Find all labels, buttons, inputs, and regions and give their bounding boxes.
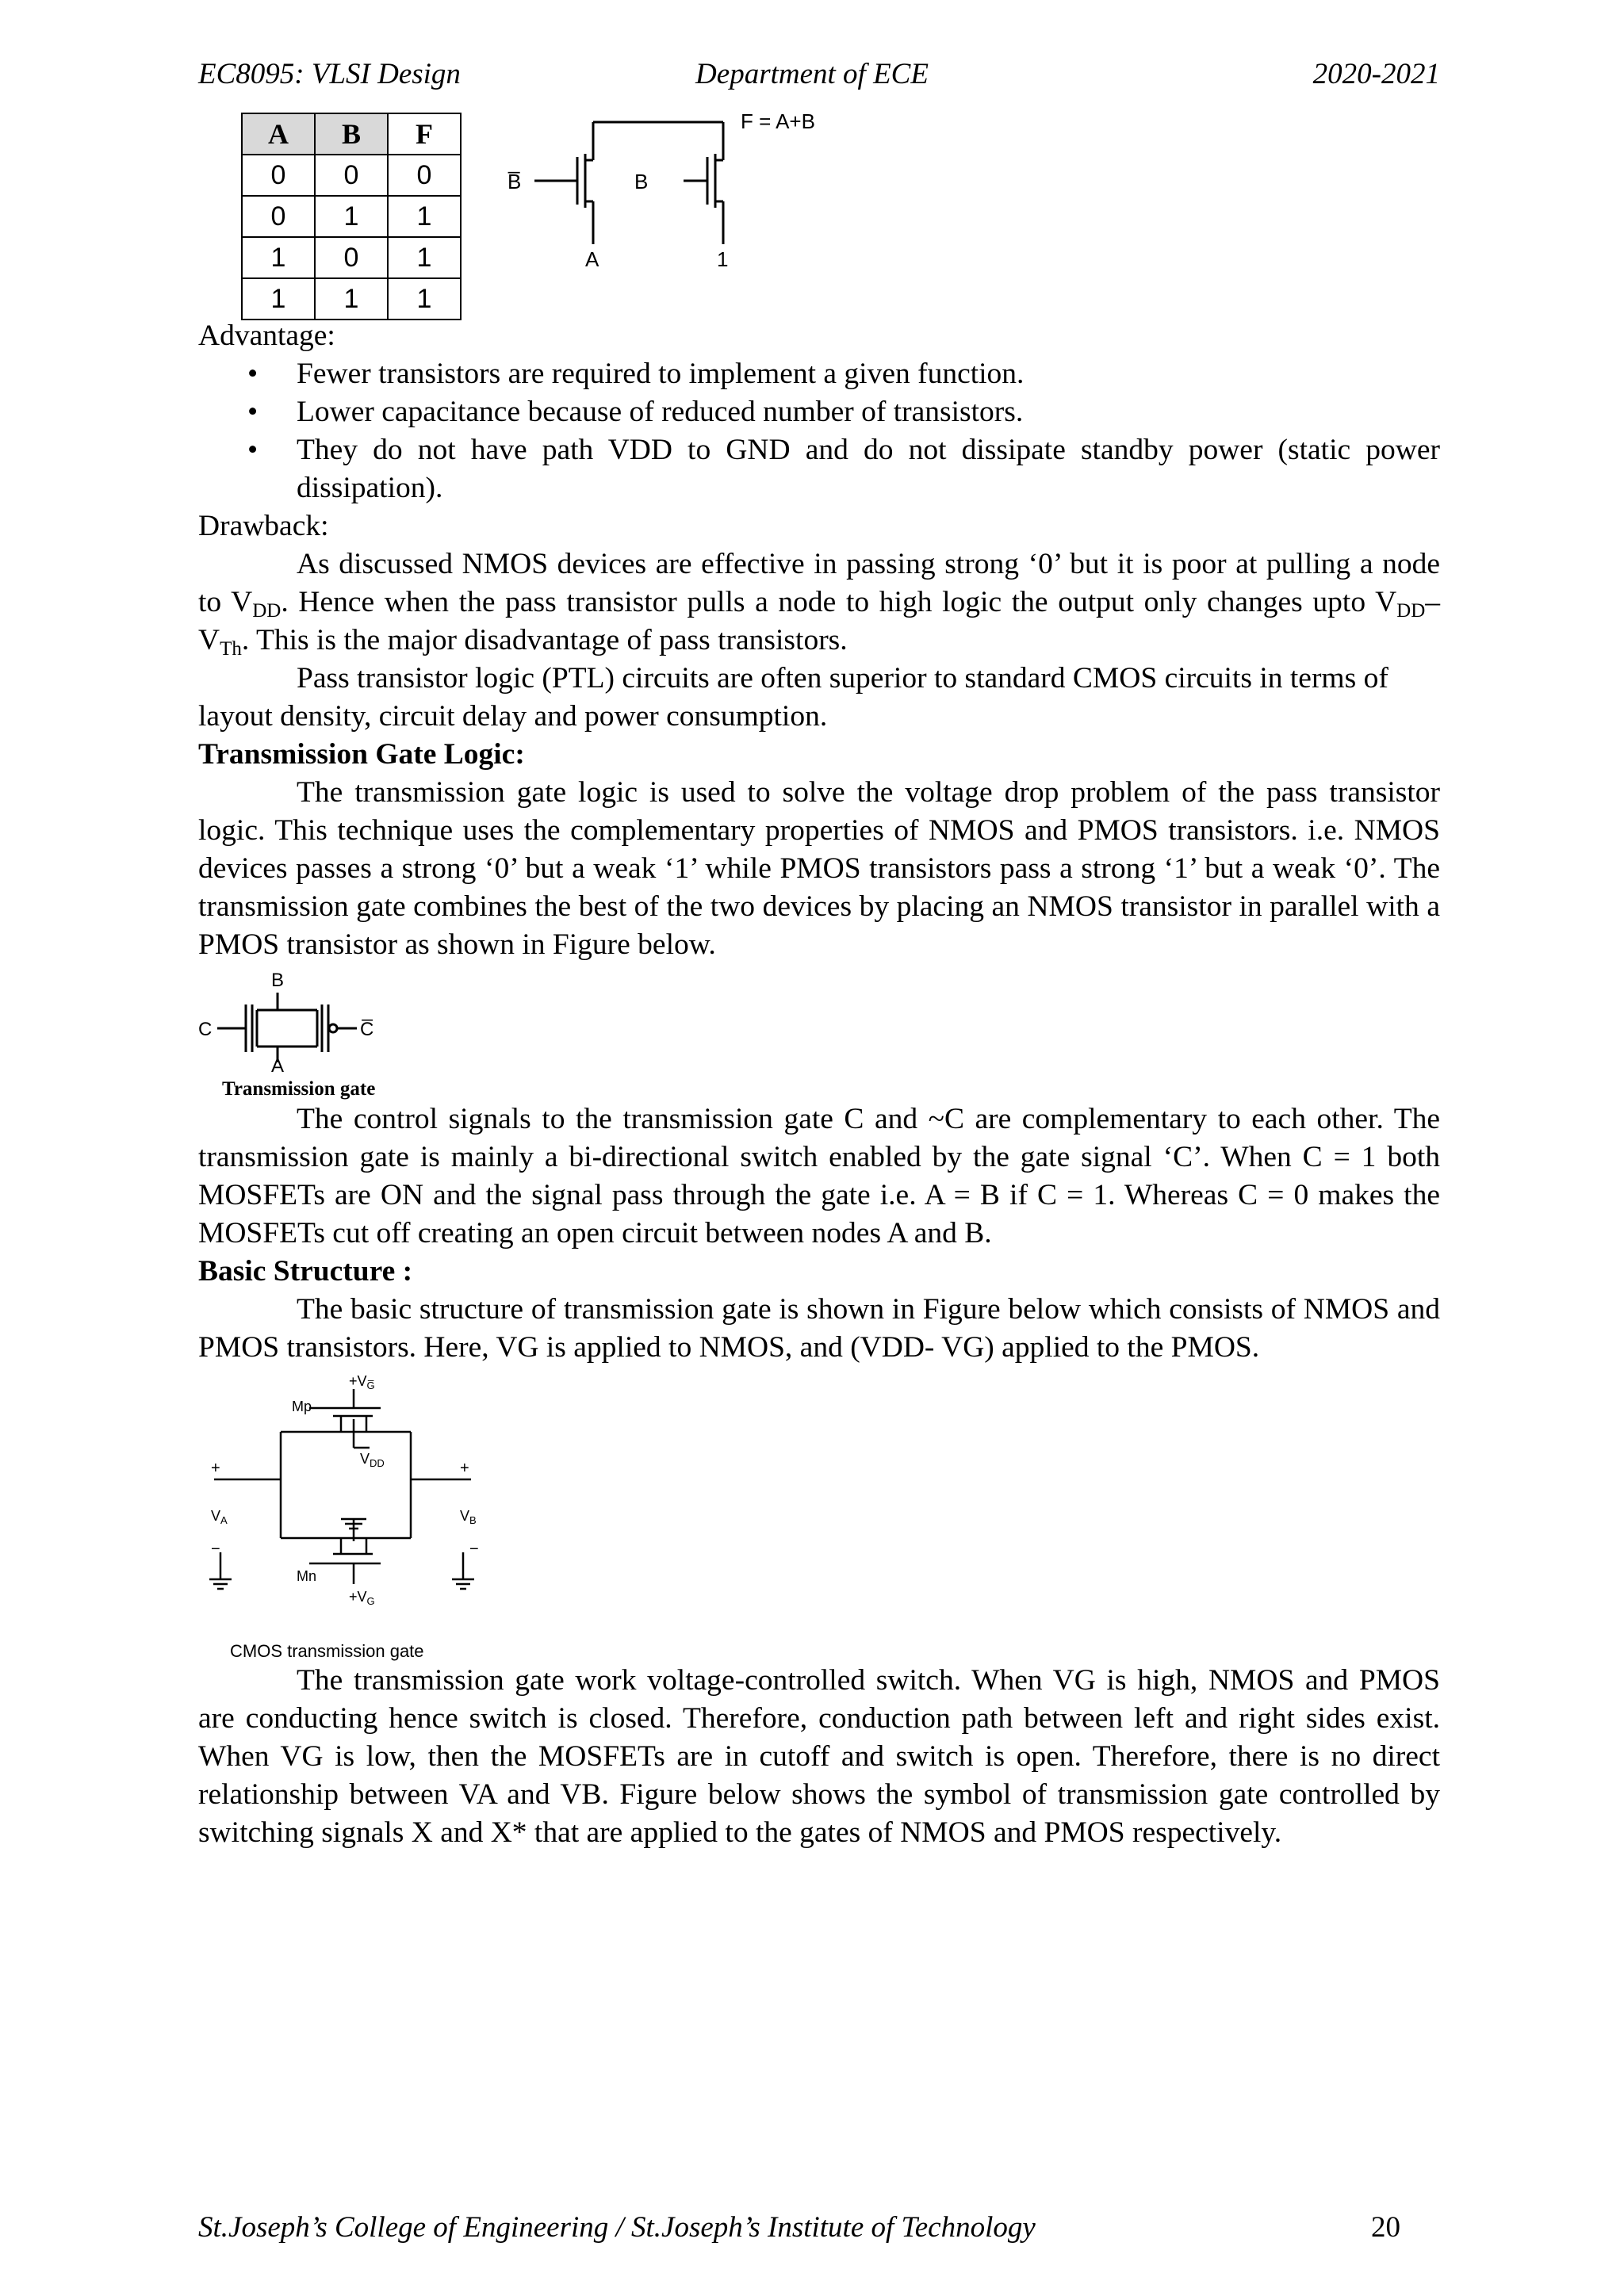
subscript: Th bbox=[220, 638, 242, 660]
advantage-heading: Advantage: bbox=[198, 320, 335, 352]
truth-table-header-f: F bbox=[388, 113, 461, 155]
drawback-heading: Drawback: bbox=[198, 510, 329, 542]
table-cell: 1 bbox=[315, 196, 388, 237]
vb-subscript: B bbox=[469, 1514, 477, 1526]
subscript: DD bbox=[252, 600, 282, 622]
table-cell: 1 bbox=[242, 278, 315, 320]
tg-logic-heading: Transmission Gate Logic: bbox=[198, 738, 525, 771]
table-cell: 0 bbox=[315, 237, 388, 278]
input-a-label: A bbox=[585, 247, 599, 268]
tg-logic-paragraph-1: The transmission gate logic is used to solve the voltage drop problem of the pass transistor logic. This technique uses the complementary properties of NMOS and PMOS transistors. i.e. NMOS devices passes a strong ‘0’ but a weak ‘1’ while PMOS transistors pass a strong ‘1’ but a weak ‘0’. The transmission gate combines the best of the two devices by placing an NMOS transistor in parallel with a PMOS transistor as shown in Figure below. bbox=[198, 776, 1440, 961]
table-cell: 1 bbox=[388, 196, 461, 237]
drawback-paragraph-2: Pass transistor logic (PTL) circuits are often superior to standard CMOS circuits in terms of layout density, circuit delay and power consumption. bbox=[198, 662, 1388, 733]
mp-label: Mp bbox=[292, 1399, 312, 1414]
advantage-list bbox=[198, 355, 1440, 507]
text-run: As discussed NMOS devices are effective in passing strong ‘0’ but it is poor at pulling a node to V bbox=[198, 548, 1440, 618]
va-text: V bbox=[211, 1508, 221, 1524]
vb-text: V bbox=[460, 1508, 470, 1524]
table-row bbox=[242, 278, 461, 320]
gate-b-label: B bbox=[634, 170, 649, 193]
text-run: . Hence when the pass transistor pulls a node to high logic the output only changes upto V bbox=[281, 586, 1397, 618]
header-department: Department of ECE bbox=[695, 58, 929, 90]
input-one-label: 1 bbox=[717, 247, 729, 268]
vb-minus-label: − bbox=[469, 1540, 479, 1558]
table-cell: 1 bbox=[388, 278, 461, 320]
va-subscript: A bbox=[220, 1514, 228, 1526]
table-cell: 1 bbox=[315, 278, 388, 320]
tg-logic-paragraph-2: The control signals to the transmission gate C and ~C are complementary to each other. The transmission gate is mainly a bi-directional switch enabled by the gate signal ‘C’. When C = 1 both MOSFETs are ON and the signal pass through the gate i.e. A = B if C = 1. Whereas C = 0 makes the MOSFETs cut off creating an open circuit between nodes A and B. bbox=[198, 1103, 1440, 1249]
footer-institution: St.Joseph’s College of Engineering / St.Joseph’s Institute of Technology bbox=[198, 2211, 1036, 2244]
drawback-paragraph-1 bbox=[198, 545, 1440, 660]
table-cell: 0 bbox=[315, 155, 388, 196]
main-content bbox=[198, 317, 1440, 1852]
list-item: • They do not have path VDD to GND and do not dissipate standby power (static power dissipation). bbox=[198, 431, 1440, 507]
va-plus-label: + bbox=[211, 1460, 220, 1477]
table-row bbox=[242, 237, 461, 278]
gate-bbar-label: B̅ bbox=[508, 170, 522, 193]
tg-label-cbar: C̅ bbox=[360, 1019, 374, 1040]
vg-top-subscript: G̅ bbox=[366, 1380, 375, 1391]
table-row bbox=[242, 196, 461, 237]
vdd-text: V bbox=[360, 1451, 370, 1467]
cmos-transmission-gate-caption: CMOS transmission gate bbox=[230, 1641, 424, 1661]
tg-label-a: A bbox=[271, 1055, 285, 1073]
table-cell: 0 bbox=[242, 155, 315, 196]
tg-label-b: B bbox=[271, 970, 285, 991]
vb-plus-label: + bbox=[460, 1460, 469, 1477]
vg-top-label bbox=[349, 1373, 375, 1391]
vdd-subscript: DD bbox=[370, 1457, 385, 1469]
text-run: . This is the major disadvantage of pass transistors. bbox=[241, 624, 848, 656]
va-label bbox=[211, 1508, 228, 1526]
list-item: • Lower capacitance because of reduced number of transistors. bbox=[198, 393, 1440, 431]
tg-label-c: C bbox=[198, 1019, 213, 1040]
list-item: • Fewer transistors are required to implement a given function. bbox=[198, 355, 1440, 393]
truth-table-header-a: A bbox=[242, 113, 315, 155]
truth-table bbox=[241, 113, 462, 320]
vg-bottom-text: +V bbox=[349, 1589, 367, 1605]
basic-structure-heading: Basic Structure : bbox=[198, 1255, 413, 1288]
subscript: DD bbox=[1396, 600, 1426, 622]
mn-label: Mn bbox=[297, 1568, 317, 1584]
truth-table-header bbox=[242, 113, 461, 155]
vg-top-text: +V bbox=[349, 1373, 367, 1389]
table-cell: 1 bbox=[242, 237, 315, 278]
cmos-transmission-gate-figure bbox=[198, 1372, 500, 1641]
vb-label bbox=[460, 1508, 477, 1526]
table-cell: 0 bbox=[242, 196, 315, 237]
pass-transistor-or-circuit bbox=[503, 109, 836, 268]
table-row bbox=[242, 155, 461, 196]
header-year: 2020-2021 bbox=[1312, 58, 1440, 90]
transmission-gate-figure bbox=[198, 969, 404, 1073]
va-minus-label: − bbox=[211, 1540, 220, 1558]
vg-bottom-subscript: G bbox=[366, 1595, 375, 1607]
transmission-gate-caption: Transmission gate bbox=[222, 1078, 376, 1100]
vg-bottom-label bbox=[349, 1589, 375, 1607]
vdd-label bbox=[360, 1451, 385, 1469]
text-run: –V bbox=[198, 586, 1441, 656]
header-course: EC8095: VLSI Design bbox=[198, 58, 461, 90]
output-label: F = A+B bbox=[741, 109, 815, 133]
page-number: 20 bbox=[1371, 2211, 1400, 2244]
basic-structure-paragraph-2: The transmission gate work voltage-controlled switch. When VG is high, NMOS and PMOS are conducting hence switch is closed. Therefore, conduction path between left and right sides exist. When VG is low, then the MOSFETs are in cutoff and switch is open. Therefore, there is no direct relationship between VA and VB. Figure below shows the symbol of transmission gate controlled by switching signals X and X* that are applied to the gates of NMOS and PMOS respectively. bbox=[198, 1664, 1440, 1849]
truth-table-header-b: B bbox=[315, 113, 388, 155]
table-cell: 1 bbox=[388, 237, 461, 278]
table-cell: 0 bbox=[388, 155, 461, 196]
basic-structure-paragraph-1: The basic structure of transmission gate is shown in Figure below which consists of NMOS and PMOS transistors. Here, VG is applied to NMOS, and (VDD- VG) applied to the PMOS. bbox=[198, 1293, 1440, 1364]
